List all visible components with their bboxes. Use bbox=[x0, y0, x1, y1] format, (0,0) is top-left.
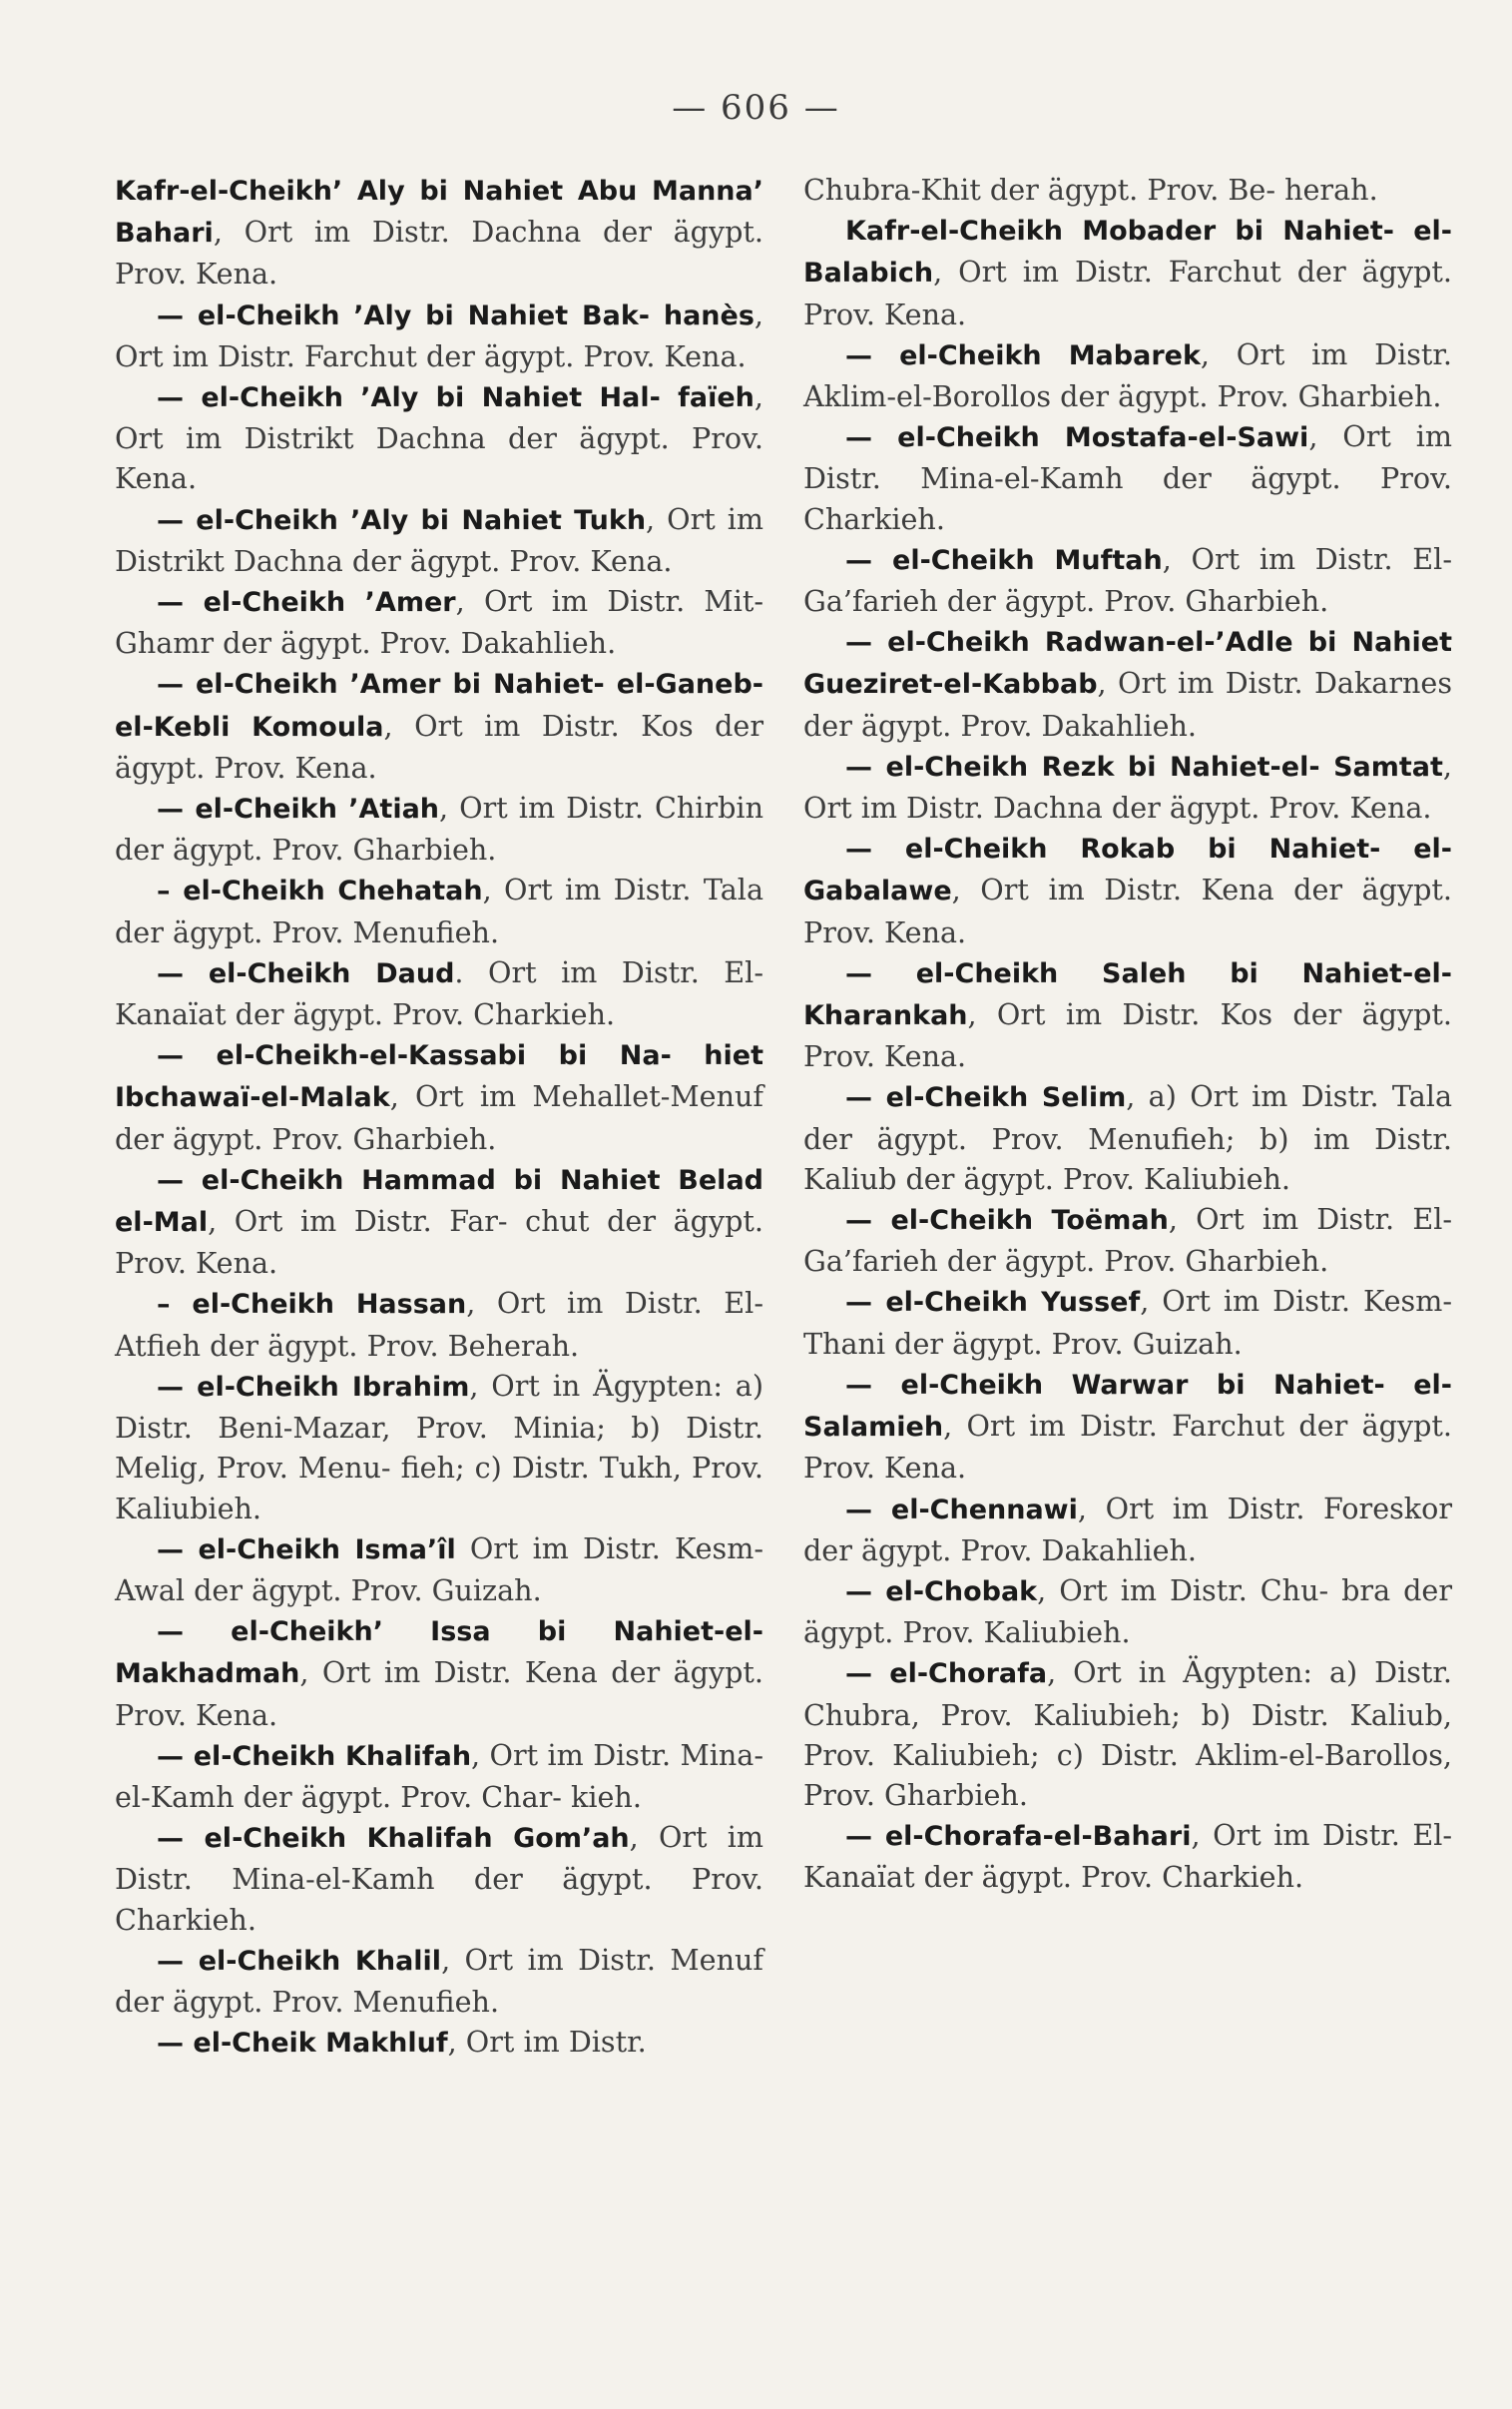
entry-description: , Ort im Distrikt Dachna der ägypt. Prov. Kena. bbox=[115, 379, 763, 496]
gazetteer-entry bbox=[803, 334, 1452, 416]
gazetteer-entry bbox=[803, 1364, 1452, 1489]
gazetteer-entry bbox=[803, 539, 1452, 621]
entry-description: , Ort in Ägypten: a) Distr. Beni-Mazar, Prov. Minia; b) Distr. Melig, Prov. Menu- fieh; c) Distr. Tukh, Prov. Kaliubieh. bbox=[115, 1368, 764, 1525]
entry-headword: — el-Cheikh Rokab bi Nahiet- el-Gabalawe bbox=[803, 834, 1452, 907]
gazetteer-entry bbox=[115, 1366, 763, 1528]
entry-headword: — el-Cheikh Mabarek bbox=[845, 339, 1201, 371]
entry-headword: — el-Cheikh ’Atiah bbox=[157, 794, 440, 826]
gazetteer-entry bbox=[115, 295, 763, 376]
entry-description: , Ort im Distr. bbox=[447, 2025, 647, 2060]
entry-headword: — el-Cheikh Warwar bi Nahiet- el-Salamieh bbox=[803, 1369, 1452, 1444]
entry-description: , a) Ort im Distr. Tala der ägypt. Prov. Menufieh; b) im Distr. Kaliub der ägypt. Prov. Kaliubieh. bbox=[803, 1079, 1452, 1196]
entry-headword: — el-Cheikh Selim bbox=[845, 1082, 1127, 1114]
gazetteer-entry bbox=[803, 1570, 1452, 1652]
gazetteer-entry bbox=[115, 581, 763, 663]
entry-description: , Ort im Distr. Farchut der ägypt. Prov. Kena. bbox=[803, 1409, 1452, 1486]
entry-description: , Ort im Distr. Menuf der ägypt. Prov. Menufieh. bbox=[115, 1942, 763, 2019]
gazetteer-entry bbox=[115, 870, 763, 951]
entry-description: , Ort im Distr. Foreskor der ägypt. Prov. Dakahlieh. bbox=[803, 1491, 1452, 1567]
entry-description: , Ort im Distr. Dachna der ägypt. Prov. Kena. bbox=[115, 215, 763, 292]
gazetteer-entry bbox=[803, 1199, 1452, 1281]
gazetteer-entry bbox=[803, 1815, 1452, 1897]
entry-headword: — el-Cheikh ’Aly bi Nahiet Bak- hanès bbox=[157, 300, 755, 331]
entry-headword: — el-Chennawi bbox=[845, 1494, 1078, 1525]
entry-description: , Ort im Distr. Far- chut der ägypt. Prov. Kena. bbox=[115, 1204, 763, 1281]
entry-description: , Ort im Distr. Mina-el-Kamh der ägypt. Prov. Charkieh. bbox=[803, 419, 1452, 536]
gazetteer-entry bbox=[115, 1610, 763, 1735]
entry-description: , Ort im Distr. Kesm-Thani der ägypt. Prov. Guizah. bbox=[803, 1284, 1452, 1361]
entry-description: , Ort im Distrikt Dachna der ägypt. Prov. Kena. bbox=[115, 501, 763, 578]
entry-headword: — el-Cheikh Saleh bi Nahiet-el- Kharankah bbox=[803, 957, 1452, 1032]
entry-headword: – el-Cheikh Chehatah bbox=[157, 876, 483, 907]
entry-description: , Ort im Distr. Chu- bra der ägypt. Prov. Kaliubieh. bbox=[803, 1572, 1452, 1650]
gazetteer-entry bbox=[115, 376, 763, 499]
entry-headword: — el-Cheikh ’Amer bi Nahiet- el-Ganeb-el-Kebli Komoula bbox=[115, 669, 763, 743]
entry-headword: — el-Cheikh Rezk bi Nahiet-el- Samtat bbox=[845, 751, 1443, 783]
right-column bbox=[803, 170, 1452, 1898]
entry-description: , Ort im Distr. Kena der ägypt. Prov. Kena. bbox=[115, 1655, 763, 1732]
gazetteer-entry bbox=[115, 663, 763, 788]
entry-description: , Ort im Distr. El-Kanaïat der ägypt. Prov. Charkieh. bbox=[803, 1818, 1452, 1895]
entry-description: , Ort in Ägypten: a) Distr. Chubra, Prov. Kaliubieh; b) Distr. Kaliub, Prov. Kaliubieh; c) Distr. Aklim-el-Barollos, Prov. Gharbieh. bbox=[803, 1655, 1453, 1812]
entry-headword: — el-Cheikh Radwan-el-’Adle bi Nahiet Gueziret-el-Kabbab bbox=[803, 627, 1452, 701]
entry-description: , Ort im Distr. Farchut der ägypt. Prov. Kena. bbox=[115, 297, 763, 373]
gazetteer-entry bbox=[803, 746, 1452, 828]
entry-headword: — el-Chobak bbox=[845, 1575, 1038, 1607]
gazetteer-entry bbox=[115, 1940, 763, 2022]
entry-headword: — el-Cheikh Hammad bi Nahiet Belad el-Mal bbox=[115, 1164, 763, 1239]
gazetteer-entry bbox=[803, 1076, 1452, 1199]
entry-description: . Ort im Distr. El-Kanaïat der ägypt. Prov. Charkieh. bbox=[115, 954, 763, 1032]
entry-description: , Ort im Distr. Kena der ägypt. Prov. Kena. bbox=[803, 873, 1452, 949]
entry-headword: — el-Cheikh’ Issa bi Nahiet-el- Makhadmah bbox=[115, 1616, 763, 1690]
gazetteer-entry bbox=[803, 170, 1452, 210]
entry-description: , Ort im Distr. Chirbin der ägypt. Prov. Gharbieh. bbox=[115, 791, 763, 868]
gazetteer-entry bbox=[115, 1034, 763, 1159]
left-column bbox=[115, 170, 763, 2064]
gazetteer-entry bbox=[115, 1817, 763, 1940]
entry-headword: — el-Cheikh Yussef bbox=[845, 1287, 1141, 1319]
entry-description: , Ort im Distr. El-Atfieh der ägypt. Prov. Beherah. bbox=[115, 1286, 763, 1363]
entry-description: , Ort im Distr. Aklim-el-Borollos der ägypt. Prov. Gharbieh. bbox=[803, 336, 1452, 414]
entry-description: , Ort im Distr. Mit-Ghamr der ägypt. Prov. Dakahlieh. bbox=[115, 584, 763, 661]
entry-description: , Ort im Distr. Kos der ägypt. Prov. Kena. bbox=[803, 997, 1452, 1074]
entry-headword: — el-Chorafa bbox=[845, 1658, 1048, 1690]
gazetteer-entry bbox=[115, 1283, 763, 1365]
entry-headword: — el-Cheikh Khalifah Gom’ah bbox=[157, 1823, 630, 1855]
entry-description: , Ort im Distr. El-Ga’farieh der ägypt. Prov. Gharbieh. bbox=[803, 1202, 1453, 1279]
gazetteer-entry bbox=[803, 210, 1452, 334]
entry-description: , Ort im Distr. Farchut der ägypt. Prov. Kena. bbox=[803, 255, 1452, 331]
gazetteer-entry bbox=[803, 416, 1452, 539]
entry-description: , Ort im Distr. Mina-el-Kamh der ägypt. Prov. Charkieh. bbox=[115, 1820, 763, 1937]
entry-description: , Ort im Distr. Kos der ägypt. Prov. Kena. bbox=[115, 708, 764, 785]
entry-headword: — el-Cheikh Toëmah bbox=[845, 1205, 1169, 1237]
entry-description: , Ort im Distr. Dakarnes der ägypt. Prov. Dakahlieh. bbox=[803, 666, 1452, 743]
gazetteer-entry bbox=[803, 952, 1452, 1077]
entry-description: Chubra-Khit der ägypt. Prov. Be- herah. bbox=[803, 173, 1378, 207]
entry-description: Ort im Distr. Kesm-Awal der ägypt. Prov. Guizah. bbox=[115, 1530, 763, 1607]
gazetteer-entry bbox=[115, 1735, 763, 1817]
entry-headword: Kafr-el-Cheikh’ Aly bi Nahiet Abu Manna’ Bahari bbox=[115, 176, 763, 250]
entry-headword: — el-Cheikh Ibrahim bbox=[157, 1371, 470, 1403]
entry-headword: — el-Cheikh Khalil bbox=[157, 1945, 442, 1977]
entry-description: , Ort im Distr. Dachna der ägypt. Prov. Kena. bbox=[803, 748, 1452, 826]
entry-description: , Ort im Mehallet-Menuf der ägypt. Prov. Gharbieh. bbox=[115, 1079, 763, 1156]
gazetteer-entry bbox=[115, 2022, 763, 2064]
gazetteer-entry bbox=[803, 621, 1452, 746]
gazetteer-entry bbox=[803, 828, 1452, 952]
gazetteer-entry bbox=[115, 1159, 763, 1284]
entry-description: , Ort im Distr. Mina-el-Kamh der ägypt. Prov. Char- kieh. bbox=[115, 1737, 763, 1814]
gazetteer-entry bbox=[115, 499, 763, 581]
entry-description: , Ort im Distr. Tala der ägypt. Prov. Menufieh. bbox=[115, 873, 763, 949]
gazetteer-entry bbox=[803, 1489, 1452, 1570]
entry-headword: Kafr-el-Cheikh Mobader bi Nahiet- el-Balabich bbox=[803, 216, 1452, 290]
entry-headword: — el-Cheikh ’Aly bi Nahiet Tukh bbox=[157, 504, 647, 536]
gazetteer-entry bbox=[115, 788, 763, 870]
entry-headword: — el-Cheikh Mostafa-el-Sawi bbox=[845, 422, 1309, 454]
entry-headword: — el-Cheikh-el-Kassabi bi Na- hiet Ibchawaï-el-Malak bbox=[115, 1040, 763, 1114]
entry-headword: — el-Cheikh Khalifah bbox=[157, 1740, 472, 1772]
entry-headword: — el-Cheikh ’Amer bbox=[157, 587, 456, 619]
gazetteer-entry bbox=[115, 952, 763, 1034]
gazetteer-entry bbox=[803, 1281, 1452, 1363]
entry-headword: — el-Cheik Makhluf bbox=[157, 2028, 448, 2060]
entry-headword: — el-Cheikh Daud bbox=[157, 957, 455, 989]
page-number: — 606 — bbox=[672, 88, 840, 128]
gazetteer-entry bbox=[115, 170, 763, 295]
entry-headword: — el-Cheikh ’Aly bi Nahiet Hal- faïeh bbox=[157, 382, 755, 414]
entry-description: , Ort im Distr. El-Ga’farieh der ägypt. Prov. Gharbieh. bbox=[803, 541, 1452, 619]
gazetteer-entry bbox=[115, 1528, 763, 1610]
entry-headword: — el-Chorafa-el-Bahari bbox=[845, 1821, 1192, 1853]
entry-headword: — el-Cheikh Muftah bbox=[845, 544, 1163, 576]
entry-headword: — el-Cheikh Isma’îl bbox=[157, 1533, 456, 1565]
gazetteer-entry bbox=[803, 1652, 1452, 1815]
entry-headword: – el-Cheikh Hassan bbox=[157, 1289, 467, 1321]
